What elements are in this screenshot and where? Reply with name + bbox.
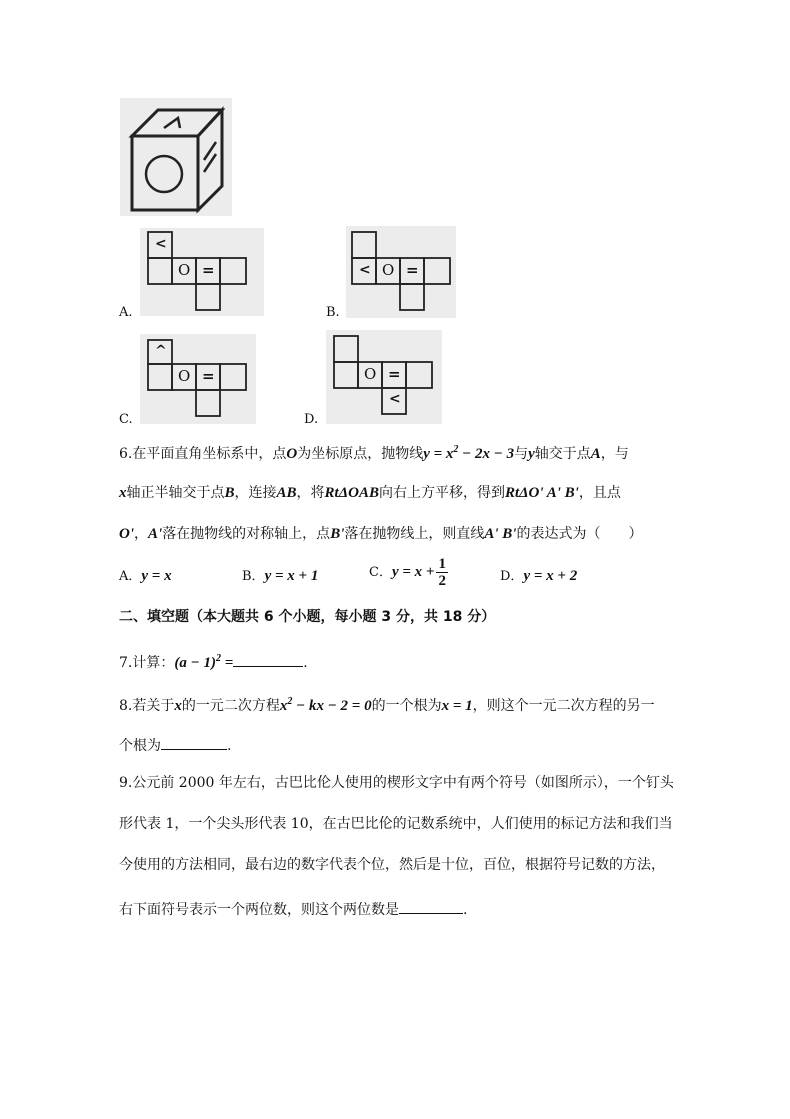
q8-line-2: 个根为 . <box>119 735 231 756</box>
q9-answer-blank[interactable] <box>399 899 463 914</box>
q6-option-d[interactable]: D．y = x + 2 <box>500 568 578 584</box>
net-glyph-circle: O <box>178 367 191 385</box>
cube-photo <box>120 98 232 216</box>
q9-line-3: 今使用的方法相同，最右边的数字代表个位，然后是十位，百位，根据符号记数的方法， <box>119 857 665 873</box>
q6-option-a[interactable]: A．y = x <box>119 568 172 584</box>
net-glyph-circle: O <box>364 365 377 383</box>
net-glyph-equals: = <box>202 367 215 385</box>
net-option-a <box>140 228 264 316</box>
net-option-c <box>140 334 256 424</box>
q6-option-c[interactable]: C．y = x + $\frac{1}{2}$ <box>369 556 446 589</box>
q6-line-2: x轴正半轴交于点B，连接AB，将RtΔOAB向右上方平移，得到RtΔO' A' B'，且点 <box>119 485 621 501</box>
net-glyph-equals: = <box>388 365 401 383</box>
net-glyph-equals: = <box>202 261 215 279</box>
net-glyph-caret: ^ <box>155 343 167 359</box>
q6-option-b[interactable]: B．y = x + 1 <box>242 568 319 584</box>
q8-answer-blank[interactable] <box>161 735 227 750</box>
option-d-label: D. <box>304 412 319 427</box>
cube-icon <box>120 98 232 216</box>
q9-line-2: 形代表 1，一个尖头形代表 10，在古巴比伦的记数系统中，人们使用的标记方法和我们当 <box>119 816 673 832</box>
net-glyph-circle: O <box>382 261 395 279</box>
q6-options <box>119 556 619 592</box>
q7-answer-blank[interactable] <box>233 652 303 667</box>
option-b-label: B. <box>326 305 340 320</box>
q8-line-1: 8.若关于x的一元二次方程$x^2$ − kx − 2 = 0的一个根为x = 1，则这个一元二次方程的另一 <box>119 696 655 714</box>
q6-line-3: O'，A'落在抛物线的对称轴上，点B'落在抛物线上，则直线A' B'的表达式为（ ） <box>119 526 643 542</box>
option-c-label: C. <box>119 412 133 427</box>
net-option-d <box>326 330 442 424</box>
net-glyph-less-than: < <box>389 391 401 407</box>
section-2-title: 二、填空题（本大题共 6 个小题，每小题 3 分，共 18 分） <box>119 609 496 625</box>
net-glyph-less-than: < <box>359 262 371 278</box>
net-option-b <box>346 226 456 318</box>
q9-line-4: 右下面符号表示一个两位数，则这个两位数是 . <box>119 899 467 920</box>
option-a-label: A. <box>119 305 133 320</box>
q7: 7.计算：$(a - 1)^2$ = . <box>119 653 308 671</box>
net-glyph-equals: = <box>406 261 419 279</box>
q6-line-1: 6.在平面直角坐标系中，点O为坐标原点，抛物线$y = x^2 - 2x - 3$与y轴交于点A，与 <box>119 444 629 462</box>
q9-line-1: 9.公元前 2000 年左右，古巴比伦人使用的楔形文字中有两个符号（如图所示），一个钉头 <box>119 775 674 791</box>
net-glyph-less-than: < <box>155 236 167 252</box>
net-glyph-circle: O <box>178 261 191 279</box>
